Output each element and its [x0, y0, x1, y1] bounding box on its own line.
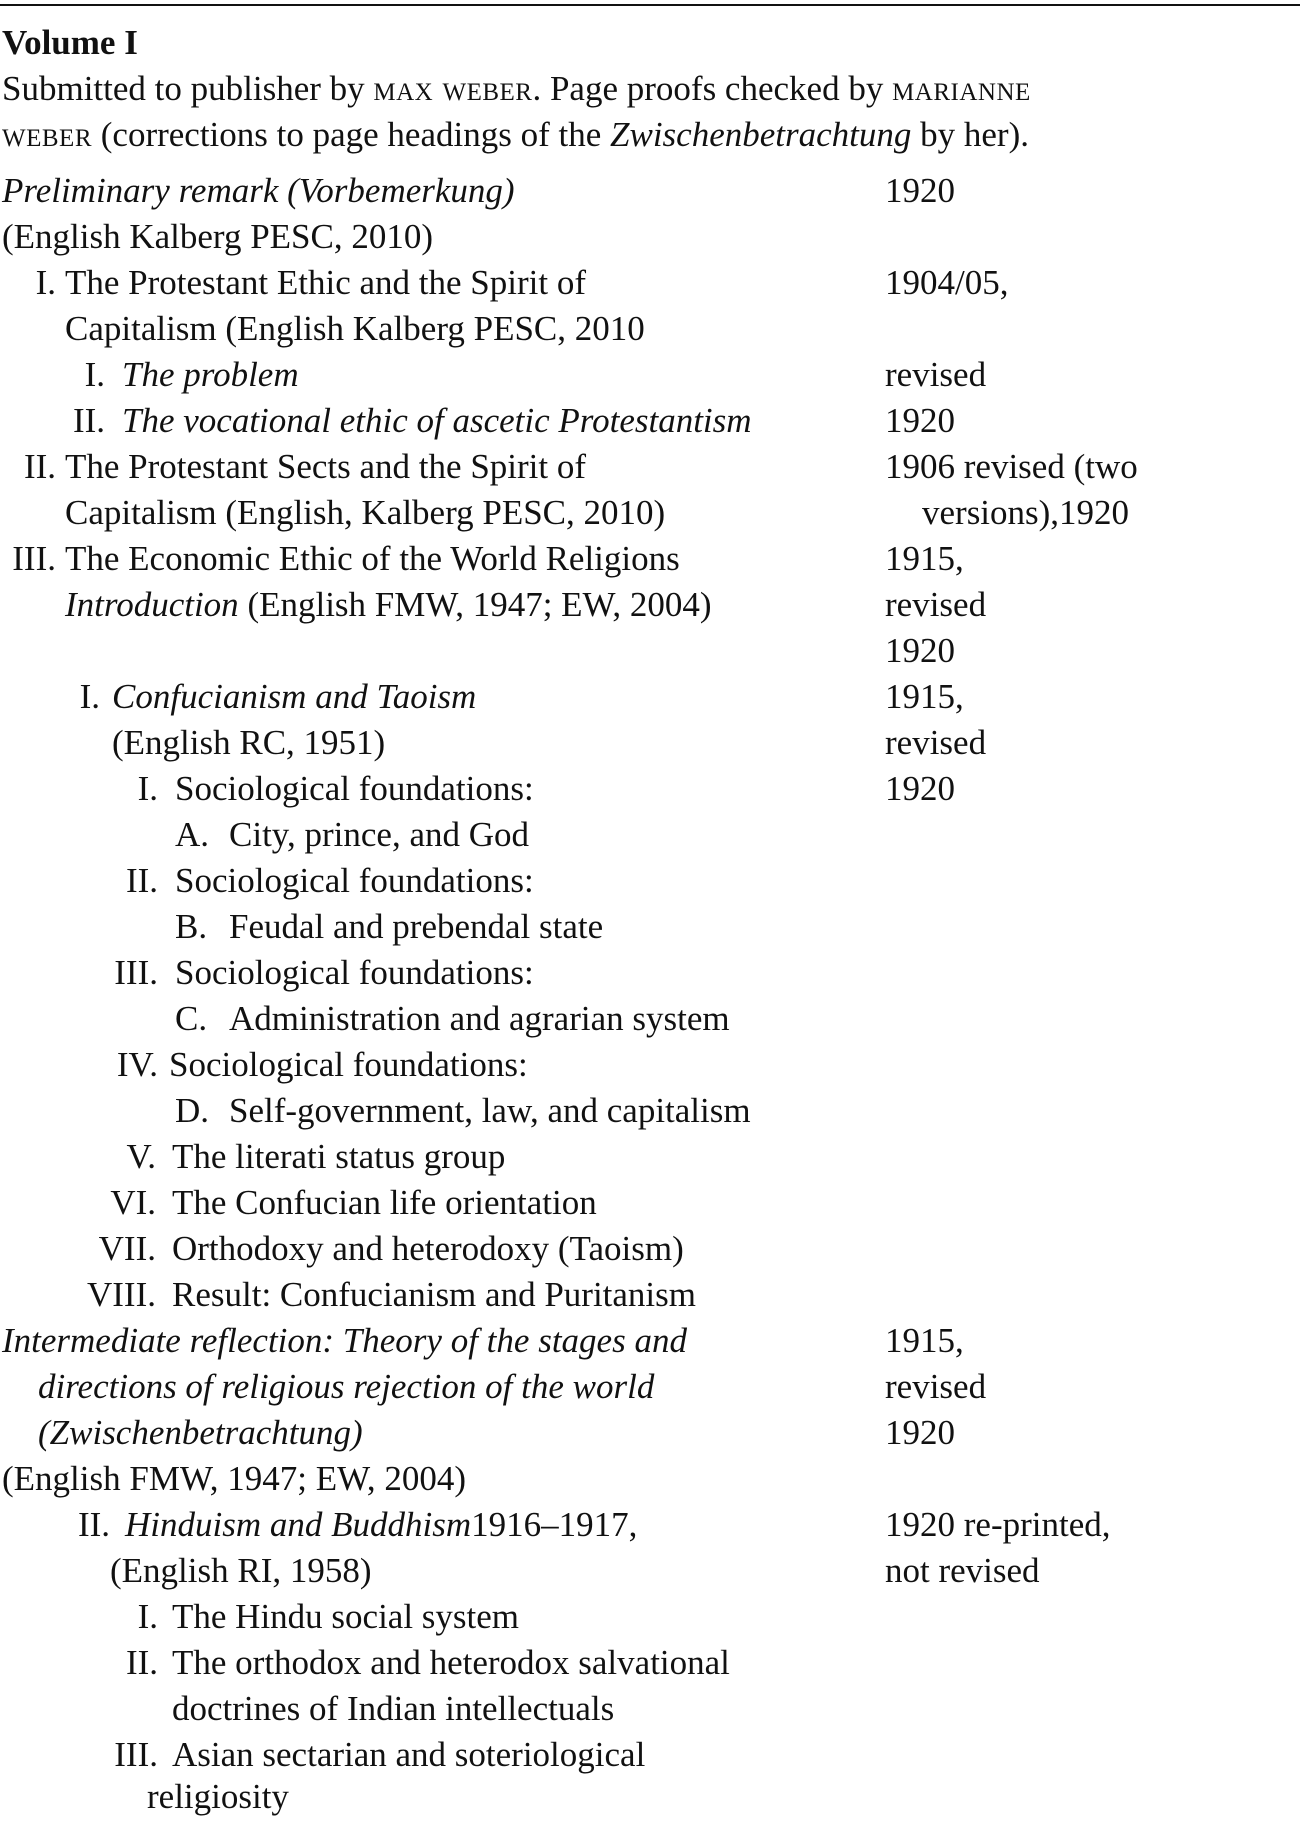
chapter-numeral: III. [114, 953, 158, 992]
chapter-letter: B. [175, 907, 208, 946]
chapter-title: Asian sectarian and soteriological [172, 1735, 646, 1774]
entry-english: (English RC, 1951) [112, 723, 386, 762]
chapter-title: City, prince, and God [229, 815, 530, 854]
volume-heading: Volume I [2, 23, 138, 62]
chapter-numeral: I. [137, 769, 158, 808]
entry-date: 1906 revised (two [885, 447, 1138, 486]
chapter-title: The Hindu social system [172, 1597, 520, 1636]
entry-date: 1920 [885, 631, 955, 670]
entry-date: revised [885, 1367, 987, 1406]
chapter-title: Orthodoxy and heterodoxy (Taoism) [172, 1229, 684, 1268]
entry-numeral: I. [79, 677, 100, 716]
entry-english: (English Kalberg PESC, 2010) [2, 217, 434, 256]
chapter-letter: C. [175, 999, 208, 1038]
chapter-numeral: VI. [110, 1183, 156, 1222]
entry-numeral: III. [12, 539, 56, 578]
chapter-title: The orthodox and heterodox salvational [172, 1643, 730, 1682]
chapter-title: Self-government, law, and capitalism [229, 1091, 751, 1130]
chapter-title: The literati status group [172, 1137, 506, 1176]
entry-title: Capitalism (English, Kalberg PESC, 2010) [65, 493, 666, 532]
entry-title: Capitalism (English Kalberg PESC, 2010 [65, 309, 645, 348]
intro-title: Introduction [65, 585, 239, 624]
entry-title: The Economic Ethic of the World Religions [65, 539, 680, 578]
entry-numeral: II. [77, 1505, 110, 1544]
chapter-letter: A. [175, 815, 210, 854]
chapter-title: Administration and agrarian system [229, 999, 730, 1038]
submission-text: . Page proofs checked by [532, 69, 893, 108]
entry-date: 1920 [885, 401, 955, 440]
chapter-title: religiosity [147, 1777, 289, 1816]
submission-note-line-2 [2, 112, 1029, 158]
submission-text: by her). [911, 115, 1029, 154]
work-title: Zwischenbetrachtung [610, 115, 912, 154]
entry-english: (English RI, 1958) [110, 1551, 372, 1590]
editor-name: weber [2, 115, 92, 154]
chapter-numeral: I. [84, 355, 105, 394]
entry-date: 1915, [885, 677, 964, 716]
entry-title: The Protestant Ethic and the Spirit of [65, 263, 587, 302]
work-title: Hinduism and Buddhism [125, 1505, 472, 1544]
chapter-title: Feudal and prebendal state [229, 907, 604, 946]
entry-subtitle [65, 582, 712, 628]
chapter-title: doctrines of Indian intellectuals [172, 1689, 615, 1728]
work-dates: 1916–1917, [471, 1505, 638, 1544]
author-name: max weber [373, 69, 533, 108]
editor-name: marianne [892, 69, 1031, 108]
entry-title [125, 1502, 637, 1548]
entry-numeral: I. [35, 263, 56, 302]
submission-note-line-1 [2, 66, 1031, 112]
entry-date: 1904/05, [885, 263, 1009, 302]
entry-date: versions),1920 [922, 493, 1130, 532]
chapter-title: Result: Confucianism and Puritanism [172, 1275, 696, 1314]
entry-title: The Protestant Sects and the Spirit of [65, 447, 587, 486]
chapter-numeral: II. [72, 401, 105, 440]
entry-date: 1915, [885, 1321, 964, 1360]
chapter-title: Sociological foundations: [175, 953, 534, 992]
entry-date: 1915, [885, 539, 964, 578]
entry-numeral: II. [23, 447, 56, 486]
top-rule [0, 4, 1300, 6]
entry-date: revised [885, 723, 987, 762]
chapter-numeral: IV. [116, 1045, 158, 1084]
chapter-numeral: VII. [98, 1229, 156, 1268]
intro-english: (English FMW, 1947; EW, 2004) [238, 585, 712, 624]
entry-date: revised [885, 355, 987, 394]
entry-date: 1920 [885, 171, 955, 210]
entry-english: (English FMW, 1947; EW, 2004) [2, 1459, 467, 1498]
submission-text: (corrections to page headings of the [92, 115, 611, 154]
entry-title: (Zwischenbetrachtung) [38, 1413, 363, 1452]
chapter-title: Sociological foundations: [175, 861, 534, 900]
chapter-numeral: I. [137, 1597, 158, 1636]
chapter-title: The Confucian life orientation [172, 1183, 597, 1222]
chapter-title: The problem [122, 355, 299, 394]
submission-text: Submitted to publisher by [2, 69, 374, 108]
chapter-title: Sociological foundations: [175, 769, 534, 808]
chapter-numeral: V. [126, 1137, 156, 1176]
entry-title: Preliminary remark (Vorbemerkung) [2, 171, 515, 210]
entry-date: revised [885, 585, 987, 624]
chapter-numeral: VIII. [87, 1275, 156, 1314]
chapter-numeral: II. [125, 861, 158, 900]
entry-title: directions of religious rejection of the world [38, 1367, 655, 1406]
chapter-numeral: II. [125, 1643, 158, 1682]
chapter-letter: D. [175, 1091, 210, 1130]
entry-title: Confucianism and Taoism [112, 677, 477, 716]
entry-title: Intermediate reflection: Theory of the stages and [2, 1321, 687, 1360]
chapter-title: Sociological foundations: [169, 1045, 528, 1084]
chapter-numeral: III. [114, 1735, 158, 1774]
chapter-title: The vocational ethic of ascetic Protestantism [122, 401, 752, 440]
entry-date: 1920 [885, 1413, 955, 1452]
entry-date: not revised [885, 1551, 1040, 1590]
entry-date: 1920 [885, 769, 955, 808]
entry-date: 1920 re-printed, [885, 1505, 1111, 1544]
